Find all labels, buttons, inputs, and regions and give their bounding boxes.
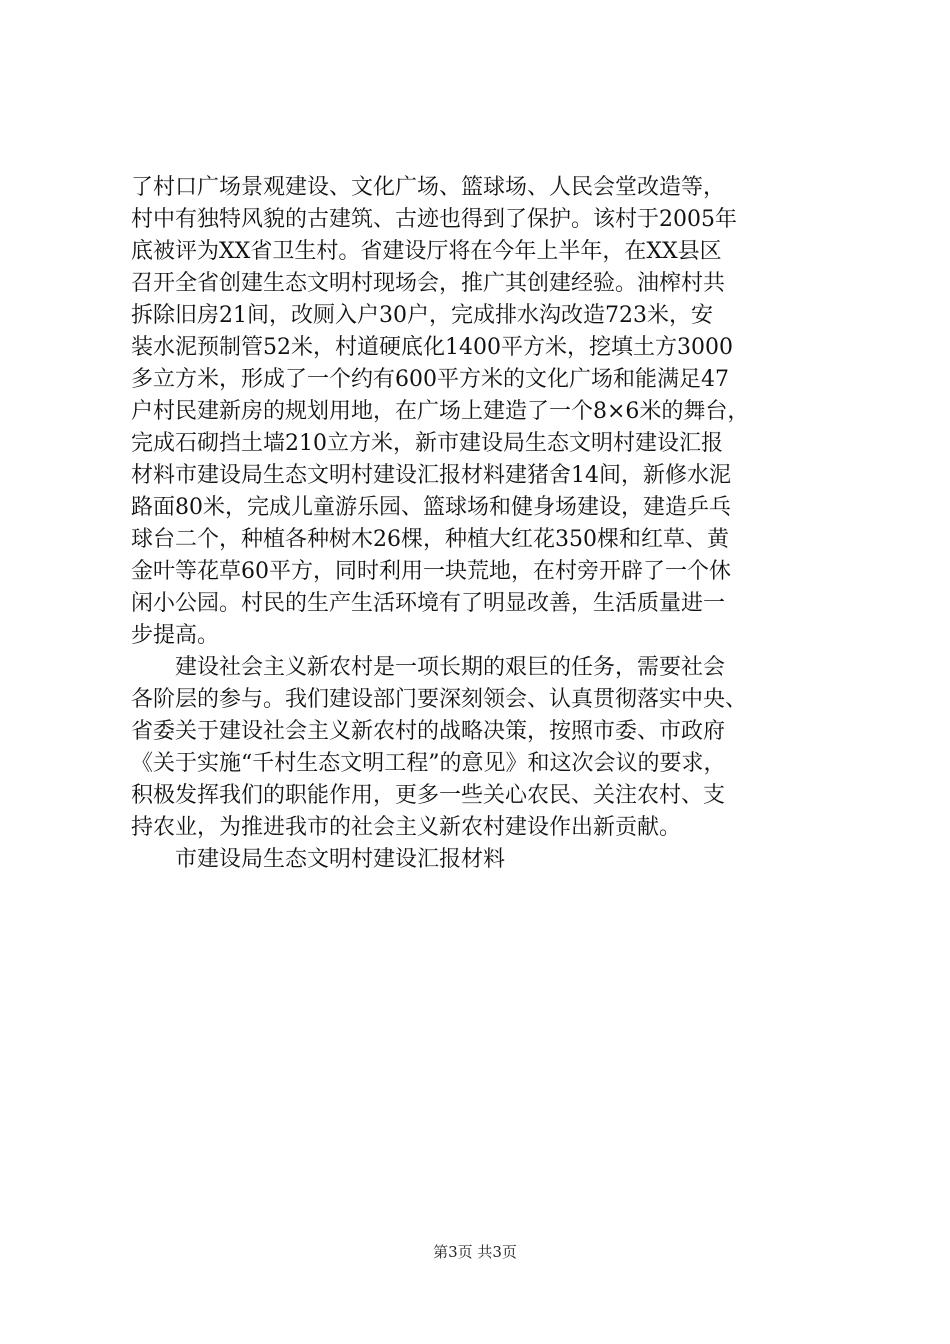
text-line: 材料市建设局生态文明村建设汇报材料建猪舍14间，新修水泥 (131, 463, 731, 488)
text-line: 省委关于建设社会主义新农村的战略决策，按照市委、市政府 (131, 719, 726, 744)
text-line: 拆除旧房21间，改厕入户30户，完成排水沟改造723米，安 (131, 303, 713, 328)
text-line: 积极发挥我们的职能作用，更多一些关心农民、关注农村、支 (131, 783, 726, 808)
text-line: 《关于实施“千村生态文明工程”的意见》和这次会议的要求， (131, 751, 726, 776)
text-line: 村中有独特风貌的古建筑、古迹也得到了保护。该村于2005年 (131, 207, 737, 232)
document-title-line: 市建设局生态文明村建设汇报材料 (175, 847, 506, 872)
text-line: 户村民建新房的规划用地，在广场上建造了一个8×6米的舞台， (131, 399, 750, 424)
text-line: 金叶等花草60平方，同时利用一块荒地，在村旁开辟了一个休 (131, 559, 731, 584)
text-line: 路面80米，完成儿童游乐园、篮球场和健身场建设，建造乒乓 (131, 495, 731, 520)
text-line: 召开全省创建生态文明村现场会，推广其创建经验。油榨村共 (131, 271, 726, 296)
page-number-footer: 第3页 共3页 (433, 1243, 517, 1261)
text-line: 各阶层的参与。我们建设部门要深刻领会、认真贯彻落实中央、 (131, 687, 748, 712)
text-line: 底被评为XX省卫生村。省建设厅将在今年上半年，在XX县区 (131, 239, 722, 264)
document-body (131, 172, 831, 876)
text-line: 装水泥预制管52米，村道硬底化1400平方米，挖填土方3000 (131, 335, 733, 360)
text-line: 完成石砌挡土墙210立方米，新市建设局生态文明村建设汇报 (131, 431, 723, 456)
text-line: 持农业，为推进我市的社会主义新农村建设作出新贡献。 (131, 815, 682, 840)
paragraph-first-line: 建设社会主义新农村是一项长期的艰巨的任务，需要社会 (175, 655, 726, 680)
text-line: 了村口广场景观建设、文化广场、篮球场、人民会堂改造等， (131, 175, 726, 200)
text-line: 球台二个，种植各种树木26棵，种植大红花350棵和红草、黄 (131, 527, 729, 552)
text-line: 闲小公园。村民的生产生活环境有了明显改善，生活质量进一 (131, 591, 726, 616)
text-line: 步提高。 (131, 623, 220, 648)
text-line: 多立方米，形成了一个约有600平方米的文化广场和能满足47 (131, 367, 729, 392)
